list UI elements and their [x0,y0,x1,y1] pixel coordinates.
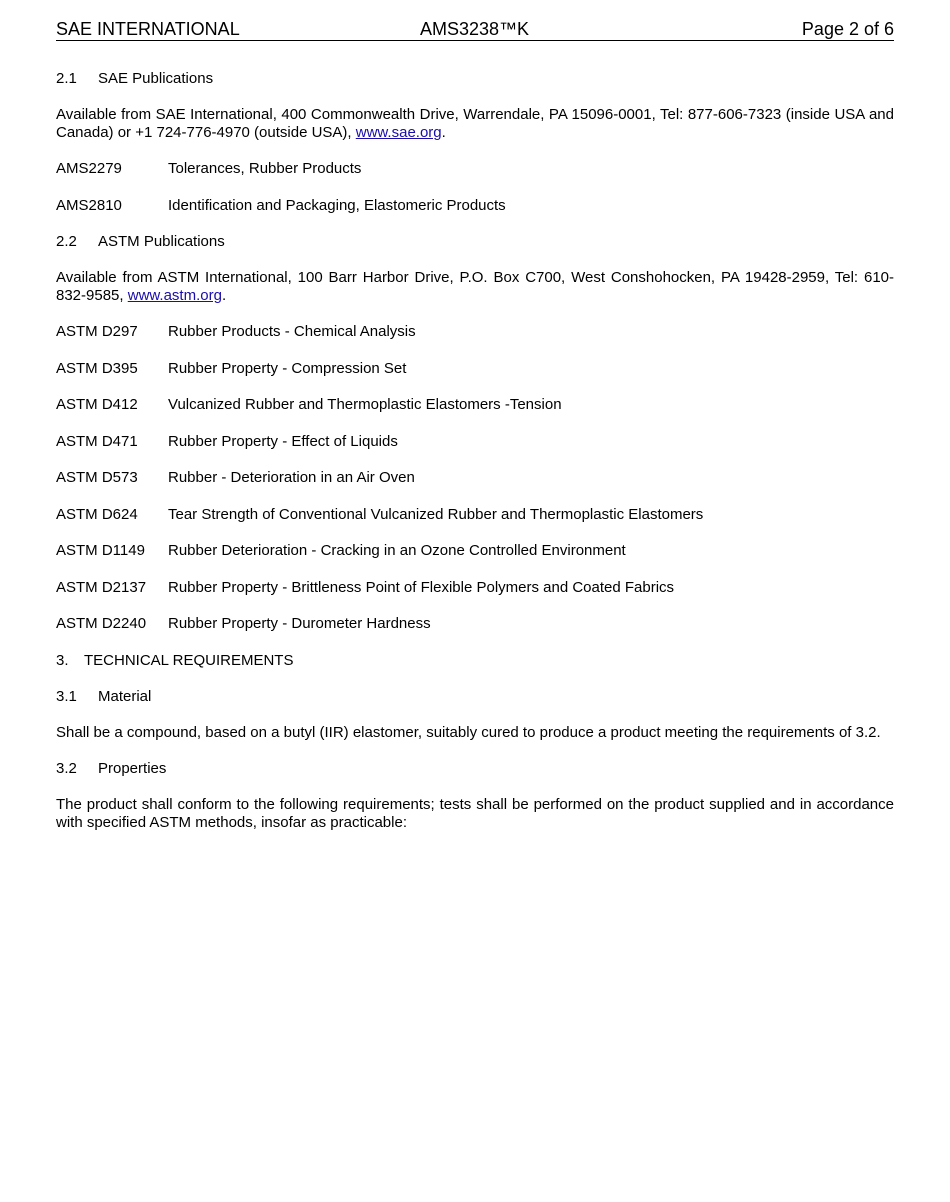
section-number: 3. [56,651,69,669]
section-3-1-heading [56,688,894,706]
reference-row [56,579,894,597]
reference-title: Tear Strength of Conventional Vulcanized Rubber and Thermoplastic Elastomers [168,505,704,523]
reference-code: AMS2279 [56,160,122,177]
reference-row [56,396,894,414]
reference-code: ASTM D624 [56,505,138,523]
header-organization: SAE INTERNATIONAL [56,19,240,39]
section-2-2-heading [56,233,894,251]
sae-website-link[interactable]: www.sae.org [355,124,442,141]
page-header [56,18,894,41]
section-title: TECHNICAL REQUIREMENTS [84,651,294,669]
section-title: Material [98,687,152,705]
paragraph-text: Available from ASTM International, 100 Barr Harbor Drive, P.O. Box C700, West Conshohocken, PA 19428-2959, Tel: 610-832-9585, [56,269,894,304]
section-number: 2.1 [56,70,77,87]
reference-code: ASTM D2137 [56,578,147,596]
reference-row [56,323,894,341]
section-2-1-heading [56,70,894,88]
properties-paragraph: The product shall conform to the following requirements; tests shall be performed on the product supplied and in accordance with specified ASTM methods, insofar as practicable: [56,795,894,831]
section-number: 3.1 [56,687,77,705]
section-title: Properties [98,759,167,777]
material-paragraph: Shall be a compound, based on a butyl (IIR) elastomer, suitably cured to produce a product meeting the requirements of 3.2. [56,723,881,741]
reference-title: Tolerances, Rubber Products [168,160,362,177]
reference-code: ASTM D471 [56,432,138,450]
reference-code: ASTM D297 [56,323,138,340]
reference-title: Vulcanized Rubber and Thermoplastic Elastomers -Tension [168,396,562,413]
reference-title: Rubber Property - Brittleness Point of Flexible Polymers and Coated Fabrics [168,578,675,596]
reference-row [56,160,894,178]
reference-title: Rubber Property - Effect of Liquids [168,432,398,450]
reference-row [56,469,894,487]
reference-code: ASTM D395 [56,359,138,377]
section-3-2-heading [56,760,894,778]
reference-title: Rubber Deterioration - Cracking in an Ozone Controlled Environment [168,542,626,559]
header-page-number: Page 2 of 6 [801,19,894,39]
reference-title: Rubber Products - Chemical Analysis [168,323,416,340]
sae-availability-paragraph: Available from SAE International, 400 Commonwealth Drive, Warrendale, PA 15096-0001, Tel: 877-606-7323 (inside USA and Canada) or +1 724-776-4970 (outside USA), www.sae.org. [56,106,894,141]
reference-title: Rubber - Deterioration in an Air Oven [168,469,415,486]
reference-code: ASTM D2240 [56,615,147,632]
header-document-id: AMS3238™K [420,19,530,39]
reference-row [56,433,894,451]
reference-title: Rubber Property - Compression Set [168,359,407,377]
reference-code: ASTM D412 [56,396,138,413]
reference-code: ASTM D1149 [56,542,145,559]
reference-code: ASTM D573 [56,469,138,486]
section-title: SAE Publications [98,70,214,87]
reference-row [56,542,894,560]
paragraph-text: Available from SAE International, 400 Commonwealth Drive, Warrendale, PA 15096-0001, Tel: 877-606-7323 (inside USA and Canada) or +1 724-776-4970 (outside USA), [56,106,894,141]
section-title: ASTM Publications [98,233,225,250]
section-number: 2.2 [56,233,77,250]
reference-row [56,197,894,215]
reference-row [56,615,894,633]
document-body [56,70,894,850]
reference-title: Identification and Packaging, Elastomeric Products [168,196,506,214]
astm-website-link[interactable]: www.astm.org [127,287,222,304]
astm-availability-paragraph: Available from ASTM International, 100 Barr Harbor Drive, P.O. Box C700, West Conshohocken, PA 19428-2959, Tel: 610-832-9585, www.astm.org. [56,269,894,304]
reference-code: AMS2810 [56,196,122,214]
section-3-heading [56,652,894,670]
reference-row [56,506,894,524]
reference-title: Rubber Property - Durometer Hardness [168,615,431,632]
reference-row [56,360,894,378]
section-number: 3.2 [56,759,77,777]
